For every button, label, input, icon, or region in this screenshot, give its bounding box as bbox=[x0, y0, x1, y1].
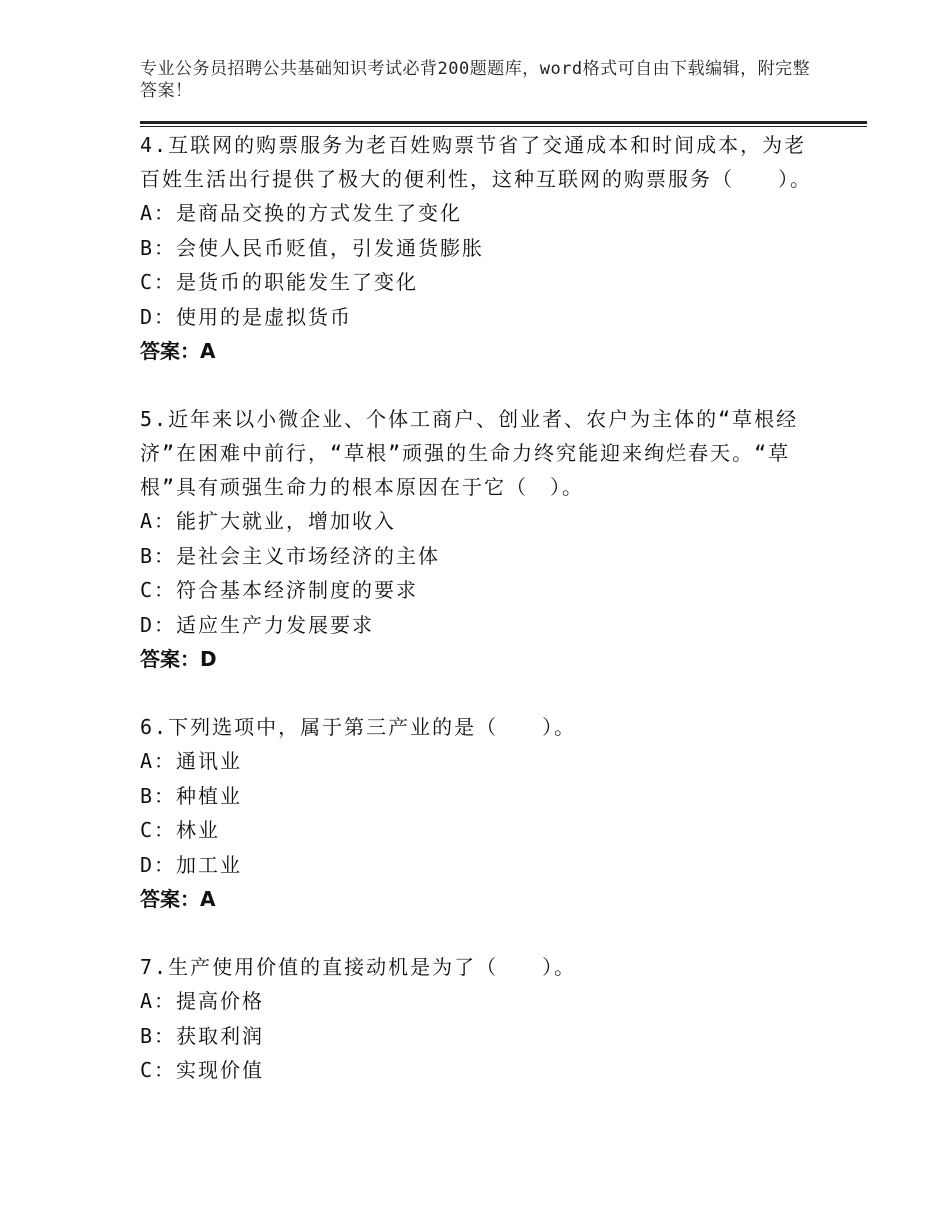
option-b: B：是社会主义市场经济的主体 bbox=[140, 543, 441, 568]
option-b: B：会使人民币贬值，引发通货膨胀 bbox=[140, 235, 485, 260]
option-c: C：是货币的职能发生了变化 bbox=[140, 270, 419, 294]
question-5 bbox=[140, 402, 820, 676]
answer-line: 答案：A bbox=[140, 887, 216, 911]
question-stem: 6.下列选项中，属于第三产业的是（ ）。 bbox=[140, 715, 577, 739]
option-b: B：种植业 bbox=[140, 783, 243, 808]
option-a: A：能扩大就业，增加收入 bbox=[140, 509, 397, 533]
option-c: C：实现价值 bbox=[140, 1058, 265, 1082]
option-a: A：提高价格 bbox=[140, 989, 265, 1013]
option-c: C：林业 bbox=[140, 818, 221, 842]
document-header: 专业公务员招聘公共基础知识考试必背200题题库，word格式可自由下载编辑，附完整答案！ bbox=[140, 59, 811, 101]
option-b: B：获取利润 bbox=[140, 1023, 265, 1048]
option-d: D：使用的是虚拟货币 bbox=[140, 304, 353, 329]
option-c: C：符合基本经济制度的要求 bbox=[140, 578, 419, 602]
question-6 bbox=[140, 710, 820, 916]
question-4 bbox=[140, 128, 820, 368]
header-rule-thin bbox=[140, 126, 867, 127]
answer-line: 答案：A bbox=[140, 339, 216, 363]
option-a: A：是商品交换的方式发生了变化 bbox=[140, 201, 463, 225]
answer-line: 答案：D bbox=[140, 647, 217, 671]
question-list bbox=[140, 128, 820, 1122]
question-stem: 5.近年来以小微企业、个体工商户、创业者、农户为主体的“草根经济”在困难中前行，“草根”顽强的生命力终究能迎来绚烂春天。“草根”具有顽强生命力的根本原因在于它（ ）。 bbox=[140, 407, 799, 499]
option-d: D：加工业 bbox=[140, 852, 243, 877]
option-d: D：适应生产力发展要求 bbox=[140, 612, 375, 637]
question-stem: 4.互联网的购票服务为老百姓购票节省了交通成本和时间成本，为老百姓生活出行提供了极大的便利性，这种互联网的购票服务（ ）。 bbox=[140, 133, 812, 191]
question-stem: 7.生产使用价值的直接动机是为了（ ）。 bbox=[140, 955, 577, 979]
question-7 bbox=[140, 950, 820, 1088]
header-rule bbox=[140, 121, 867, 124]
option-a: A：通讯业 bbox=[140, 749, 243, 773]
